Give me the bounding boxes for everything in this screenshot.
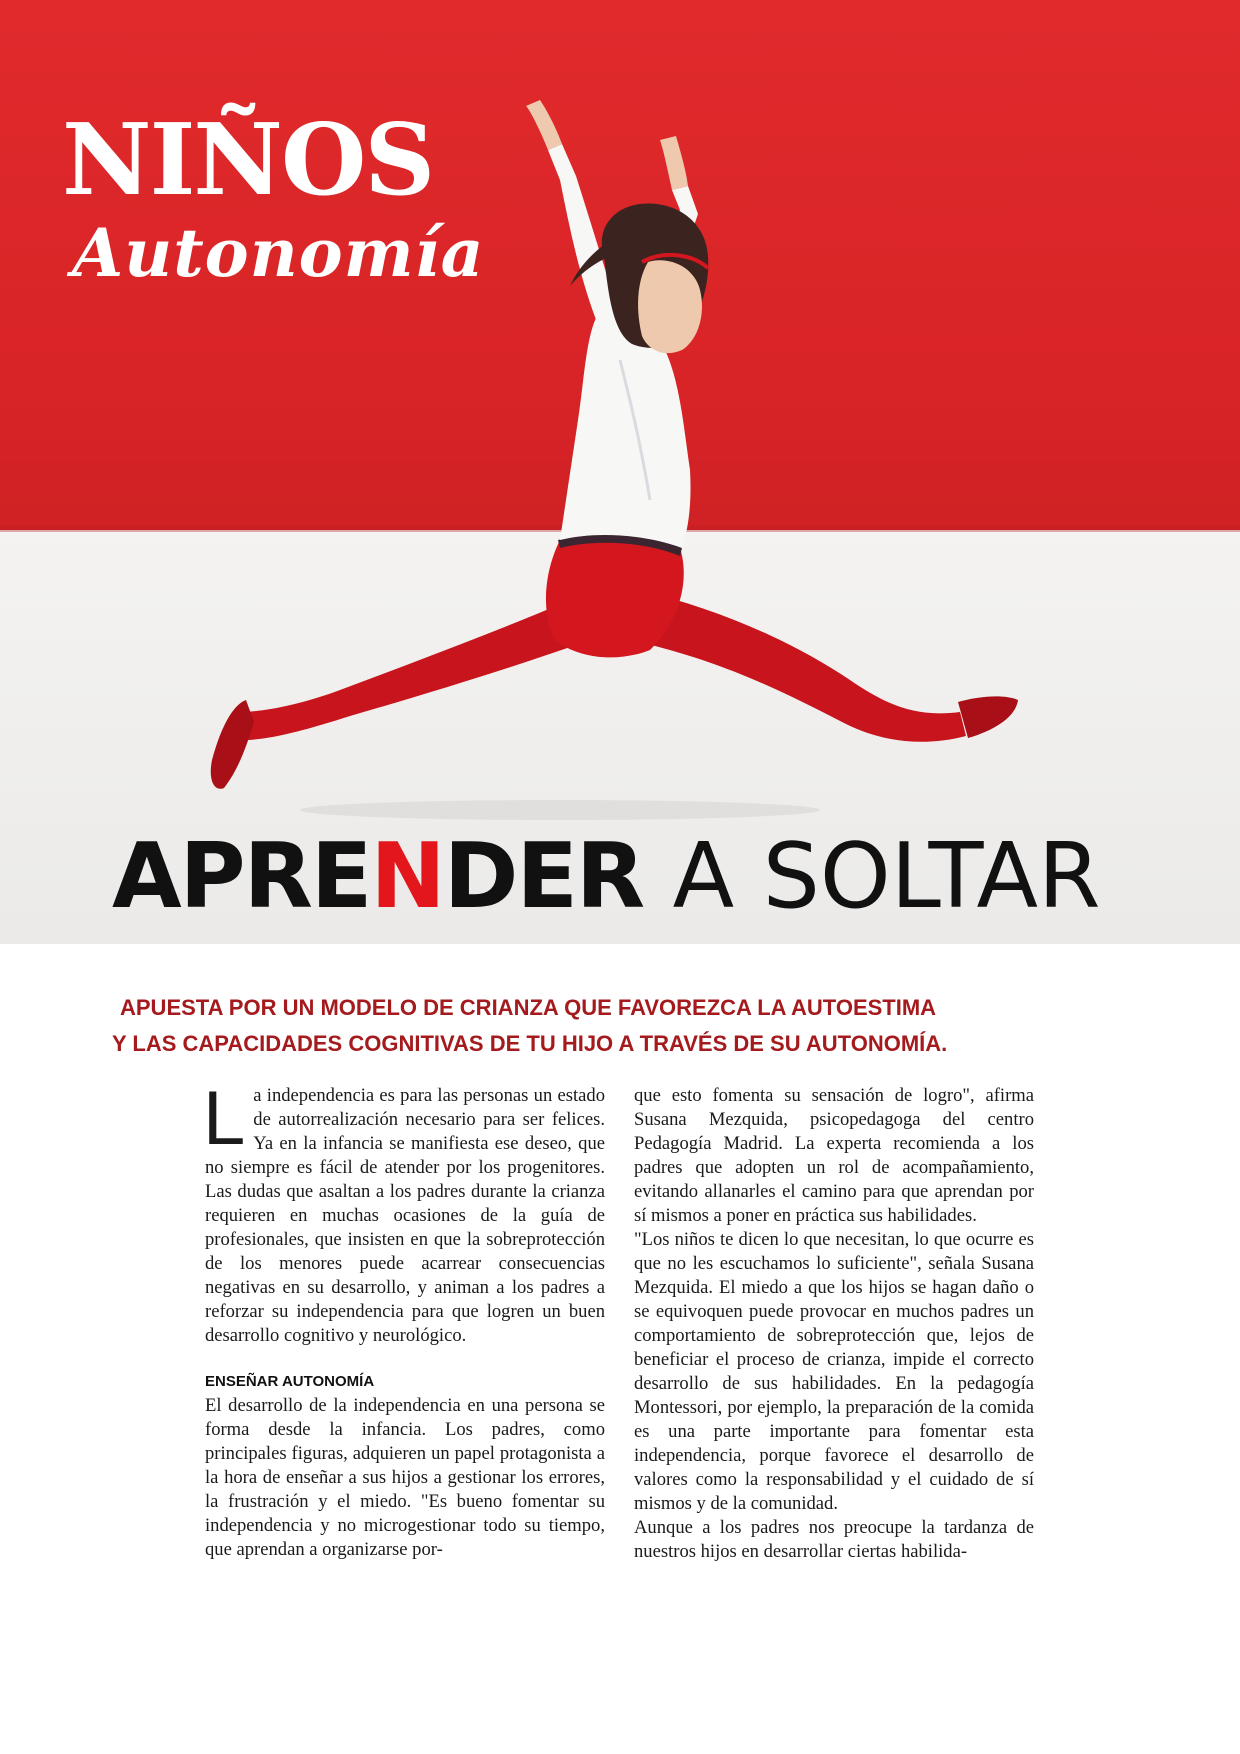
section-heading: ENSEÑAR AUTONOMÍA — [205, 1373, 375, 1390]
dek-line-1: APUESTA POR UN MODELO DE CRIANZA QUE FAVOREZCA LA AUTOESTIMA — [120, 995, 937, 1020]
headline-accent-letter: N — [370, 824, 444, 929]
paragraph-2-start: El desarrollo de la independencia en una persona se forma desde la infancia. Los padres, como principales figuras, adquieren un papel protagonista a la hora de enseñar a sus hijos a gestionar los errores, la frustración y el miedo. "Es bueno fomentar su independencia y no microgestionar todo su tiempo, que aprendan a organizarse por- — [205, 1395, 605, 1560]
article-column-right — [634, 1084, 1034, 1564]
dek-line-2: Y LAS CAPACIDADES COGNITIVAS DE TU HIJO A TRAVÉS DE SU AUTONOMÍA. — [112, 1031, 948, 1056]
intro-paragraph — [203, 1076, 605, 1348]
paragraph-4: Aunque a los padres nos preocupe la tardanza de nuestros hijos en desarrollar ciertas habilida- — [634, 1517, 1034, 1562]
headline-part-2: DER — [443, 824, 644, 929]
headline-part-1: APRE — [112, 824, 371, 929]
paragraph-3: "Los niños te dicen lo que necesitan, lo que ocurre es que no les escuchamos lo suficiente", señala Susana Mezquida. El miedo a que los hijos se hagan daño o se equivoquen puede provocar en muchos padres un comportamiento de sobreprotección que, lejos de beneficiar el proceso de crianza, impide el correcto desarrollo de sus habilidades. En la pedagogía Montessori, por ejemplo, la preparación de la comida es una parte importante para fomentar esta independencia, porque favorece el desarrollo de valores como la responsabilidad y el cuidado de sí mismos y de la comunidad. — [634, 1229, 1034, 1514]
paragraph-2-end: que esto fomenta su sensación de logro", afirma Susana Mezquida, psicopedagoga del centro Pedagogía Madrid. La experta recomienda a los padres que adopten un rol de acompañamiento, evitando allanarles el camino para que aprendan por sí mismos a poner en práctica sus habilidades. — [634, 1085, 1034, 1226]
article-dek — [112, 990, 1142, 1062]
section-kicker: NIÑOS — [62, 103, 434, 218]
headline-part-3: A SOLTAR — [672, 824, 1101, 929]
article-column-left — [203, 1076, 605, 1562]
drop-cap: L — [203, 1076, 246, 1161]
intro-text: a independencia es para las personas un estado de autorrealización necesario para ser felices. Ya en la infancia se manifiesta ese deseo, que no siempre es fácil de atender por los progenitores. Las dudas que asaltan a los padres durante la crianza requieren en muchas ocasiones de la guía de profesionales, que insisten en que la sobreprotección de los menores puede acarrear consecuencias negativas en su desarrollo, y animan a los padres a reforzar su independencia para que logren un buen desarrollo cognitivo y neurológico. — [205, 1085, 605, 1346]
article-headline — [112, 824, 1101, 929]
section-subtitle: Autonomía — [72, 214, 485, 292]
